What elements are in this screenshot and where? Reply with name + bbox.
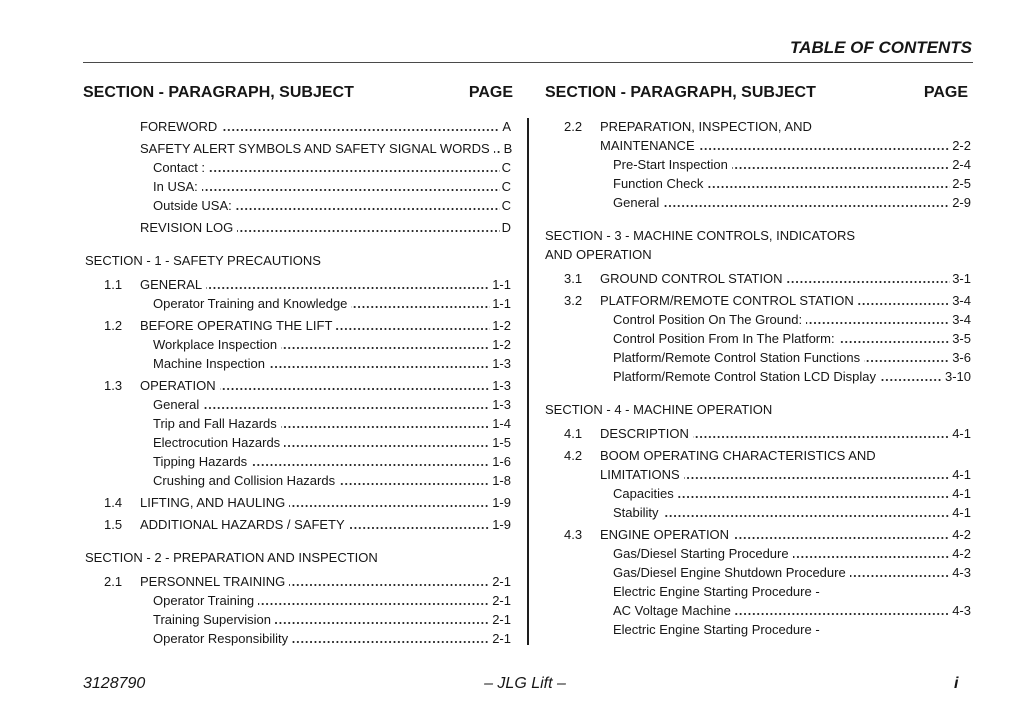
- entry-title: Operator Responsibility: [153, 631, 289, 646]
- entry-number: 3.2: [564, 293, 583, 308]
- entry-line: [543, 446, 971, 465]
- entry-title: Control Position On The Ground:: [613, 312, 803, 327]
- entry-title: Gas/Diesel Starting Procedure: [613, 546, 789, 561]
- leader-dots: [858, 303, 950, 305]
- toc-entry: [543, 155, 971, 174]
- column-header-page: PAGE: [923, 84, 968, 101]
- leader-dots: [292, 641, 490, 643]
- entry-page: 4-1: [952, 467, 971, 482]
- entry-line: [83, 591, 511, 610]
- entry-line: [543, 582, 971, 601]
- entry-title: Operator Training: [153, 593, 255, 608]
- entry-line: [543, 174, 971, 193]
- leader-dots: [850, 575, 951, 577]
- section-title: AND OPERATION: [545, 247, 652, 262]
- entry-title: Gas/Diesel Engine Shutdown Procedure: [613, 565, 846, 580]
- toc-entry: [543, 367, 971, 386]
- entry-page: 3-6: [952, 350, 971, 365]
- leader-dots: [693, 436, 950, 438]
- entry-page: 1-3: [492, 378, 511, 393]
- column-header-subject: SECTION - PARAGRAPH, SUBJECT: [83, 84, 354, 101]
- toc-entry: [543, 193, 971, 212]
- footer-brand: – JLG Lift –: [484, 675, 566, 692]
- entry-line: [83, 376, 511, 395]
- entry-line: [543, 484, 971, 503]
- entry-line: [543, 269, 971, 288]
- entry-title: Electrocution Hazards: [153, 435, 281, 450]
- entry-number: 4.3: [564, 527, 583, 542]
- entry-title: LIMITATIONS: [600, 467, 680, 482]
- toc-entry: [83, 629, 511, 648]
- entry-title: Platform/Remote Control Station LCD Display: [613, 369, 876, 384]
- entry-page: 3-5: [952, 331, 971, 346]
- entry-title: LIFTING, AND HAULING: [140, 495, 286, 510]
- entry-title: AC Voltage Machine: [613, 603, 731, 618]
- toc-entry: [83, 452, 511, 471]
- entry-title: Capacities: [613, 486, 674, 501]
- entry-number: 1.5: [104, 517, 123, 532]
- entry-line: [543, 620, 971, 639]
- entry-line: [543, 291, 971, 310]
- entry-page: 1-1: [492, 296, 511, 311]
- toc-entry: [83, 177, 511, 196]
- entry-title: OPERATION: [140, 378, 216, 393]
- entry-page: 1-3: [492, 397, 511, 412]
- page-title: TABLE OF CONTENTS: [790, 38, 972, 57]
- entry-title: Platform/Remote Control Station Functions: [613, 350, 861, 365]
- entry-title: Tipping Hazards: [153, 454, 248, 469]
- leader-dots: [289, 505, 490, 507]
- entry-page: 2-1: [492, 574, 511, 589]
- entry-title: Stability: [613, 505, 659, 520]
- toc-entry: [83, 471, 511, 490]
- entry-page: 3-4: [952, 293, 971, 308]
- leader-dots: [221, 129, 500, 131]
- leader-dots: [663, 205, 950, 207]
- entry-page: 1-1: [492, 277, 511, 292]
- entry-line: [543, 155, 971, 174]
- toc-entry: [83, 139, 511, 158]
- entry-title: Electric Engine Starting Procedure -: [613, 584, 820, 599]
- header-rule: [83, 62, 973, 63]
- entry-title: ADDITIONAL HAZARDS / SAFETY: [140, 517, 345, 532]
- toc-column-left: [83, 117, 511, 648]
- toc-entry: [83, 414, 511, 433]
- entry-line: [83, 316, 511, 335]
- entry-page: D: [501, 220, 511, 235]
- entry-line: [543, 465, 971, 484]
- entry-line: [83, 117, 511, 136]
- entry-title: Workplace Inspection: [153, 337, 278, 352]
- entry-line: [83, 294, 511, 313]
- leader-dots: [684, 477, 951, 479]
- entry-page: C: [501, 160, 511, 175]
- entry-page: 2-4: [952, 157, 971, 172]
- footer-doc-number: 3128790: [83, 675, 146, 692]
- entry-page: 2-2: [952, 138, 971, 153]
- entry-number: 4.1: [564, 426, 583, 441]
- leader-dots: [206, 287, 490, 289]
- entry-title: General: [613, 195, 660, 210]
- leader-dots: [236, 208, 500, 210]
- entry-title: GENERAL: [140, 277, 203, 292]
- toc-entry: [543, 620, 971, 639]
- entry-title: ENGINE OPERATION: [600, 527, 730, 542]
- entry-line: [83, 433, 511, 452]
- entry-title: Operator Training and Knowledge: [153, 296, 348, 311]
- column-header: [545, 84, 968, 102]
- entry-line: [83, 251, 511, 270]
- entry-page: 1-2: [492, 318, 511, 333]
- toc-entry: [543, 525, 971, 544]
- entry-line: [543, 329, 971, 348]
- leader-dots: [251, 464, 490, 466]
- entry-number: 2.2: [564, 119, 583, 134]
- entry-title: REVISION LOG: [140, 220, 234, 235]
- toc-entry: [543, 269, 971, 288]
- entry-line: [83, 196, 511, 215]
- section-title: SECTION - 4 - MACHINE OPERATION: [545, 402, 773, 417]
- toc-entry: [543, 503, 971, 522]
- toc-entry: [83, 376, 511, 395]
- entry-line: [543, 544, 971, 563]
- entry-page: 1-3: [492, 356, 511, 371]
- entry-line: [543, 400, 971, 419]
- toc-entry: [83, 354, 511, 373]
- leader-dots: [209, 170, 500, 172]
- entry-page: 3-4: [952, 312, 971, 327]
- entry-line: [83, 493, 511, 512]
- leader-dots: [284, 445, 490, 447]
- leader-dots: [880, 379, 943, 381]
- toc-entry: [83, 515, 511, 534]
- entry-page: 2-1: [492, 631, 511, 646]
- entry-number: 2.1: [104, 574, 123, 589]
- toc-entry: [83, 158, 511, 177]
- leader-dots: [349, 527, 491, 529]
- leader-dots: [336, 328, 490, 330]
- entry-number: 4.2: [564, 448, 583, 463]
- entry-line: [83, 610, 511, 629]
- leader-dots: [275, 622, 490, 624]
- toc-entry: [83, 433, 511, 452]
- entry-page: 4-2: [952, 546, 971, 561]
- leader-dots: [806, 322, 950, 324]
- entry-page: 4-3: [952, 565, 971, 580]
- entry-page: 1-4: [492, 416, 511, 431]
- footer-page-number: i: [954, 675, 959, 692]
- entry-page: 4-1: [952, 426, 971, 441]
- entry-page: 2-1: [492, 612, 511, 627]
- entry-line: [543, 601, 971, 620]
- entry-page: 2-5: [952, 176, 971, 191]
- toc-section-heading: [83, 548, 511, 567]
- entry-line: [83, 177, 511, 196]
- toc-entry: [543, 484, 971, 503]
- entry-page: 4-1: [952, 505, 971, 520]
- entry-line: [83, 572, 511, 591]
- toc-entry: [543, 544, 971, 563]
- leader-dots: [351, 306, 490, 308]
- leader-dots: [220, 388, 491, 390]
- entry-page: 1-9: [492, 517, 511, 532]
- entry-title: General: [153, 397, 200, 412]
- entry-line: [83, 139, 511, 158]
- entry-line: [543, 245, 971, 264]
- toc-section-heading: [83, 251, 511, 270]
- leader-dots: [237, 230, 499, 232]
- entry-line: [543, 563, 971, 582]
- toc-entry: [83, 117, 511, 136]
- entry-title: PERSONNEL TRAINING: [140, 574, 286, 589]
- toc-entry: [83, 218, 511, 237]
- entry-title: BOOM OPERATING CHARACTERISTICS AND: [600, 448, 876, 463]
- toc-entry: [83, 294, 511, 313]
- toc-entry: [543, 424, 971, 443]
- entry-title: PLATFORM/REMOTE CONTROL STATION: [600, 293, 854, 308]
- entry-number: 1.4: [104, 495, 123, 510]
- entry-page: 4-1: [952, 486, 971, 501]
- entry-number: 1.2: [104, 318, 123, 333]
- entry-line: [543, 367, 971, 386]
- toc-entry: [543, 348, 971, 367]
- entry-title: DESCRIPTION: [600, 426, 689, 441]
- entry-title: Control Position From In The Platform:: [613, 331, 835, 346]
- entry-line: [83, 218, 511, 237]
- toc-entry: [83, 196, 511, 215]
- leader-dots: [258, 603, 490, 605]
- leader-dots: [203, 407, 490, 409]
- entry-title: Crushing and Collision Hazards: [153, 473, 336, 488]
- toc-section-heading: [543, 400, 971, 419]
- entry-page: 4-2: [952, 527, 971, 542]
- column-header: [83, 84, 513, 102]
- entry-page: 3-1: [952, 271, 971, 286]
- leader-dots: [864, 360, 950, 362]
- entry-line: [543, 424, 971, 443]
- column-header-page: PAGE: [468, 84, 513, 101]
- leader-dots: [678, 496, 951, 498]
- leader-dots: [793, 556, 951, 558]
- entry-title: Contact :: [153, 160, 206, 175]
- entry-line: [83, 548, 511, 567]
- section-title: SECTION - 1 - SAFETY PRECAUTIONS: [85, 253, 321, 268]
- toc-entry: [543, 446, 971, 484]
- entry-page: A: [502, 119, 511, 134]
- leader-dots: [839, 341, 951, 343]
- entry-title: SAFETY ALERT SYMBOLS AND SAFETY SIGNAL WORDS: [140, 141, 490, 156]
- toc-entry: [83, 275, 511, 294]
- entry-line: [83, 452, 511, 471]
- leader-dots: [281, 347, 490, 349]
- entry-line: [83, 629, 511, 648]
- entry-line: [83, 471, 511, 490]
- entry-line: [83, 515, 511, 534]
- toc-entry: [83, 572, 511, 591]
- column-divider: [527, 118, 529, 645]
- section-title: SECTION - 2 - PREPARATION AND INSPECTION: [85, 550, 378, 565]
- leader-dots: [786, 281, 950, 283]
- toc-section-heading: [543, 226, 971, 264]
- entry-title: FOREWORD: [140, 119, 218, 134]
- leader-dots: [202, 189, 500, 191]
- entry-line: [543, 310, 971, 329]
- toc-entry: [543, 117, 971, 155]
- entry-line: [543, 348, 971, 367]
- entry-title: PREPARATION, INSPECTION, AND: [600, 119, 812, 134]
- entry-page: 1-8: [492, 473, 511, 488]
- entry-page: 1-5: [492, 435, 511, 450]
- entry-line: [83, 335, 511, 354]
- toc-entry: [83, 316, 511, 335]
- entry-page: B: [503, 141, 513, 156]
- leader-dots: [494, 151, 502, 153]
- entry-title: Training Supervision: [153, 612, 272, 627]
- toc-entry: [83, 591, 511, 610]
- section-title: SECTION - 3 - MACHINE CONTROLS, INDICATORS: [545, 228, 856, 243]
- toc-entry: [83, 335, 511, 354]
- leader-dots: [339, 483, 490, 485]
- leader-dots: [269, 366, 490, 368]
- entry-title: MAINTENANCE: [600, 138, 695, 153]
- entry-page: 4-3: [952, 603, 971, 618]
- entry-title: Function Check: [613, 176, 704, 191]
- leader-dots: [735, 613, 950, 615]
- leader-dots: [732, 167, 950, 169]
- toc-entry: [543, 310, 971, 329]
- entry-line: [543, 226, 971, 245]
- entry-line: [543, 503, 971, 522]
- entry-page: 1-9: [492, 495, 511, 510]
- leader-dots: [699, 148, 951, 150]
- toc-entry: [543, 563, 971, 582]
- toc-entry: [543, 291, 971, 310]
- entry-title: GROUND CONTROL STATION: [600, 271, 783, 286]
- entry-line: [543, 525, 971, 544]
- entry-page: C: [501, 179, 511, 194]
- entry-line: [543, 117, 971, 136]
- entry-line: [83, 158, 511, 177]
- toc-entry: [83, 493, 511, 512]
- entry-line: [83, 414, 511, 433]
- entry-page: 1-6: [492, 454, 511, 469]
- entry-title: In USA:: [153, 179, 198, 194]
- entry-page: 2-9: [952, 195, 971, 210]
- toc-entry: [83, 610, 511, 629]
- entry-line: [543, 193, 971, 212]
- entry-number: 1.1: [104, 277, 123, 292]
- entry-title: Pre-Start Inspection: [613, 157, 728, 172]
- toc-entry: [543, 582, 971, 620]
- entry-page: 3-10: [944, 369, 971, 384]
- entry-title: Trip and Fall Hazards: [153, 416, 277, 431]
- entry-page: C: [501, 198, 511, 213]
- entry-title: BEFORE OPERATING THE LIFT: [140, 318, 333, 333]
- entry-page: 1-2: [492, 337, 511, 352]
- toc-entry: [543, 174, 971, 193]
- entry-title: Electric Engine Starting Procedure -: [613, 622, 820, 637]
- leader-dots: [289, 584, 490, 586]
- entry-line: [83, 275, 511, 294]
- entry-title: Outside USA:: [153, 198, 232, 213]
- entry-title: Machine Inspection: [153, 356, 266, 371]
- leader-dots: [707, 186, 950, 188]
- entry-number: 1.3: [104, 378, 123, 393]
- leader-dots: [663, 515, 951, 517]
- entry-line: [83, 395, 511, 414]
- toc-entry: [83, 395, 511, 414]
- entry-number: 3.1: [564, 271, 583, 286]
- entry-page: 2-1: [492, 593, 511, 608]
- toc-column-right: [543, 117, 971, 639]
- leader-dots: [733, 537, 950, 539]
- entry-line: [543, 136, 971, 155]
- entry-line: [83, 354, 511, 373]
- toc-entry: [543, 329, 971, 348]
- leader-dots: [281, 426, 490, 428]
- column-header-subject: SECTION - PARAGRAPH, SUBJECT: [545, 84, 816, 101]
